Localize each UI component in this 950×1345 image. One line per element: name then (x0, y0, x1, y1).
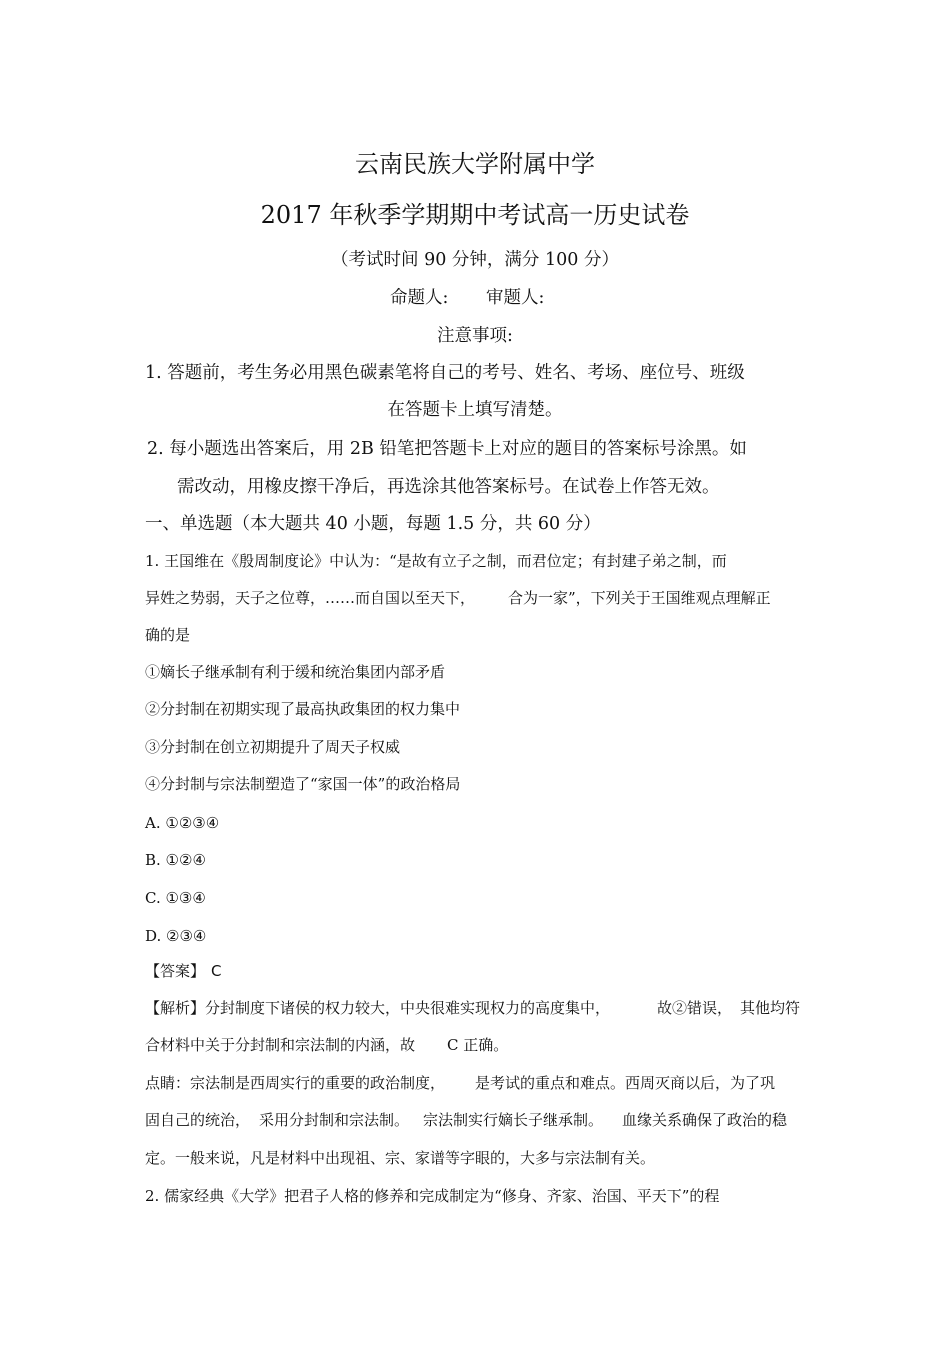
proposer-label: 命题人: (390, 288, 449, 308)
q1-note-line-3: 定。一般来说，凡是材料中出现祖、宗、家谱等字眼的，大多与宗法制有关。 (145, 1149, 656, 1167)
q1-analysis-line-2a: 合材料中关于分封制和宗法制的内涵，故 (145, 1036, 416, 1054)
q1-analysis-line-2b: C 正确。 (447, 1036, 509, 1054)
q1-stem-line-2b: 合为一家”，下列关于王国维观点理解正 (508, 589, 771, 607)
q1-stem-line-2a: 异姓之势弱，天子之位尊，……而自国以至天下， (145, 589, 476, 607)
notice-title: 注意事项: (437, 326, 513, 346)
q1-note-line-1a: 点睛：宗法制是西周实行的重要的政治制度， (145, 1074, 446, 1092)
q1-option-d: D. ②③④ (145, 927, 207, 945)
q1-stem-line-3: 确的是 (145, 626, 191, 644)
note-2-line-2: 需改动，用橡皮擦干净后，再选涂其他答案标号。在试卷上作答无效。 (177, 477, 720, 497)
q1-answer-label: 【答案】 (145, 962, 206, 980)
note-1-line-2: 在答题卡上填写清楚。 (387, 400, 563, 420)
q1-option-b: B. ①②④ (145, 851, 206, 869)
q1-note-line-1b: 是考试的重点和难点。西周灭商以后，为了巩 (475, 1074, 776, 1092)
q1-statement-3: ③分封制在创立初期提升了周天子权威 (145, 738, 401, 756)
q1-note-line-2d: 血缘关系确保了政治的稳 (622, 1111, 788, 1129)
q1-statement-1: ①嫡长子继承制有利于缓和统治集团内部矛盾 (145, 663, 446, 681)
q1-option-a: A. ①②③④ (145, 814, 220, 832)
note-2-line-1: 2. 每小题选出答案后，用 2B 铅笔把答题卡上对应的题目的答案标号涂黑。如 (147, 439, 747, 459)
q1-statement-2: ②分封制在初期实现了最高执政集团的权力集中 (145, 700, 461, 718)
q1-answer-value: C (211, 962, 222, 980)
q1-note-line-2b: 采用分封制和宗法制。 (259, 1111, 410, 1129)
q1-statement-4: ④分封制与宗法制塑造了“家国一体”的政治格局 (145, 775, 461, 793)
q1-option-c: C. ①③④ (145, 889, 206, 907)
q1-analysis-line-1b: 故②错误， (657, 999, 733, 1017)
reviewer-label: 审题人: (486, 288, 545, 308)
note-1-line-1: 1. 答题前，考生务必用黑色碳素笔将自己的考号、姓名、考场、座位号、班级 (145, 363, 745, 383)
q2-stem-line-1: 2. 儒家经典《大学》把君子人格的修养和完成制定为“修身、齐家、治国、平天下”的程 (145, 1187, 720, 1205)
q1-analysis-line-1a: 【解析】分封制度下诸侯的权力较大，中央很难实现权力的高度集中， (145, 999, 611, 1017)
exam-info: （考试时间 90 分钟，满分 100 分） (331, 250, 619, 270)
q1-note-line-2a: 固自己的统治， (145, 1111, 251, 1129)
school-name: 云南民族大学附属中学 (355, 150, 595, 178)
q1-note-line-2c: 宗法制实行嫡长子继承制。 (423, 1111, 604, 1129)
q1-stem-line-1: 1. 王国维在《殷周制度论》中认为：“是故有立子之制，而君位定；有封建子弟之制，而 (145, 552, 727, 570)
section-title: 一、单选题（本大题共 40 小题，每题 1.5 分，共 60 分） (145, 514, 601, 534)
q1-analysis-line-1c: 其他均符 (740, 999, 801, 1017)
exam-title: 2017 年秋季学期期中考试高一历史试卷 (260, 201, 690, 229)
